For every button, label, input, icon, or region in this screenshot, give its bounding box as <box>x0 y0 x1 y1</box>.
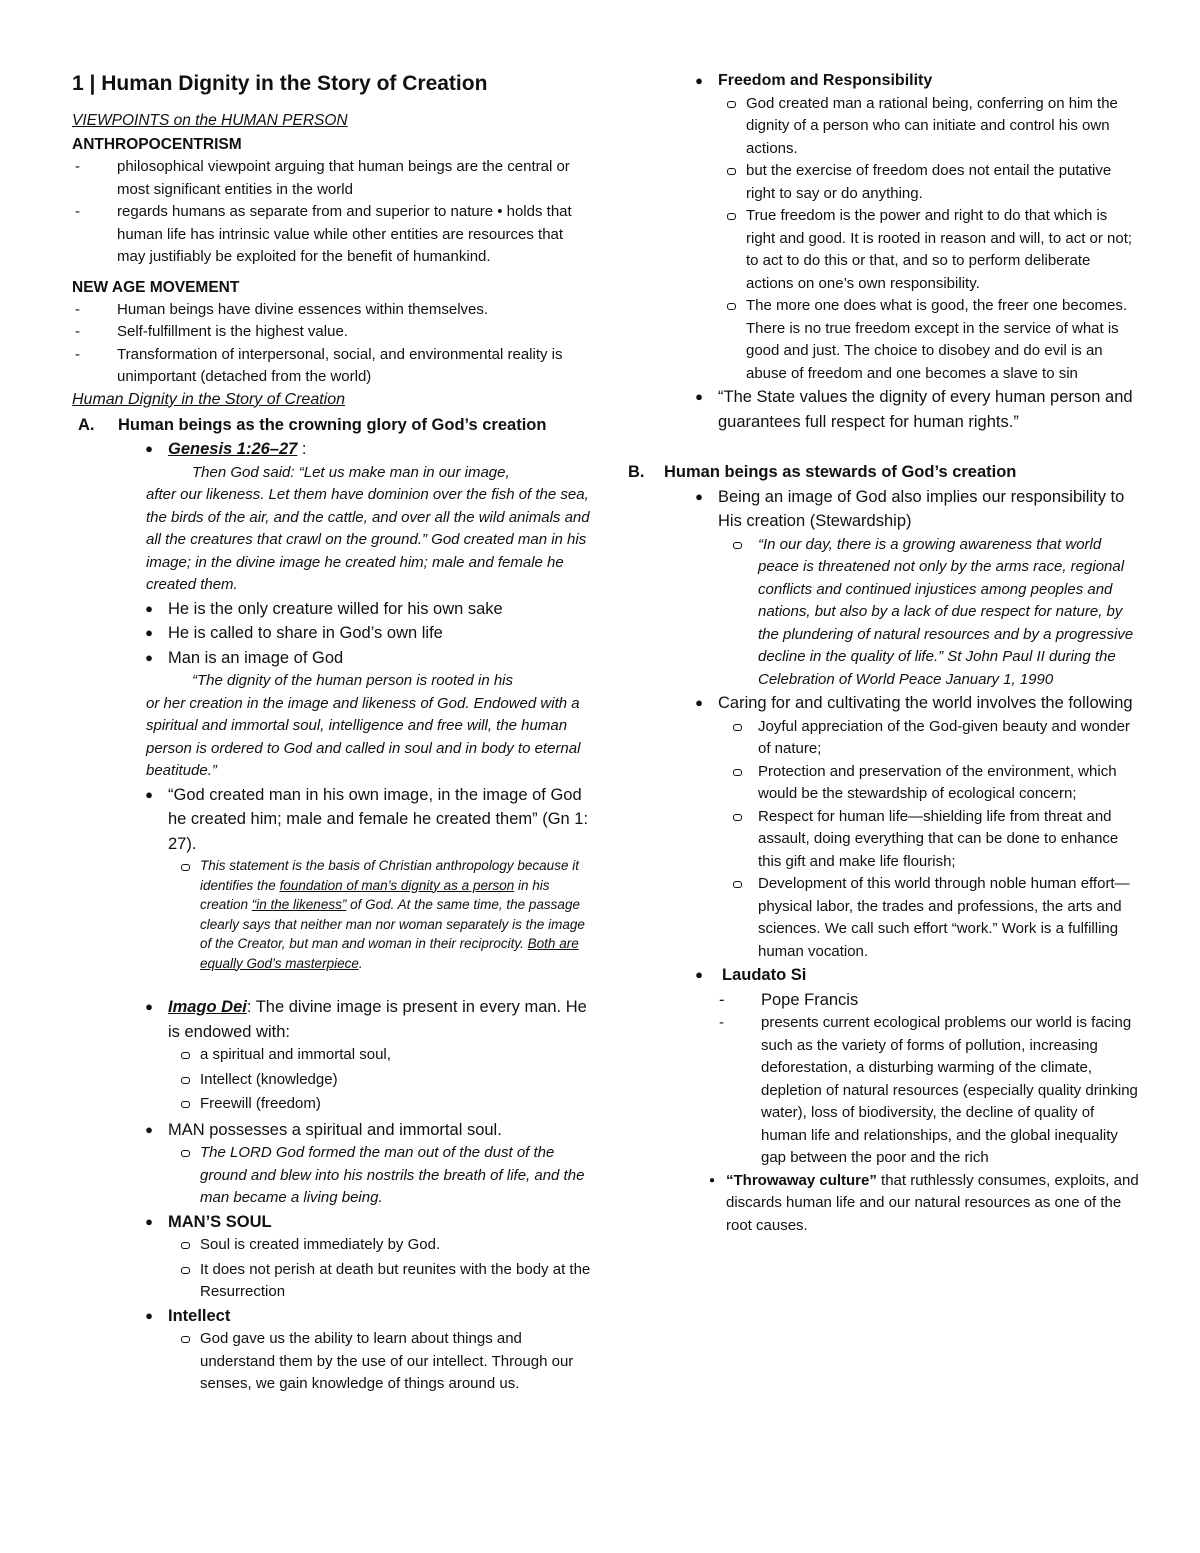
list-item: ● Man is an image of God <box>145 648 344 667</box>
genesis-quote: Then God said: “Let us make man in our image, after our likeness. Let them have dominion over the fish of the sea, the birds of the air, and the cattle, and over all the wild animals and all the creatures that crawl on the ground.” God created man in his image; in the divine image he created him; male and female he created them. <box>146 463 590 593</box>
list-item: - philosophical viewpoint arguing that human beings are the central or most significant entities in the world <box>72 156 592 201</box>
sub-list-item: The more one does what is good, the freer one becomes. There is no true freedom except in the service of what is good and just. The choice to disobey and do evil is an abuse of freedom and one becomes a slave to sin <box>680 295 1140 385</box>
new-age-heading: NEW AGE MOVEMENT <box>72 278 240 296</box>
john-paul-quote: “In our day, there is a growing awareness that world peace is threatened not only by the arms race, regional conflicts and continued injustices among peoples and nations, but also by a lack of due respect for nature, by the plundering of natural resources and by a progressive decline in the quality of life.” St John Paul II during the Celebration of World Peace January 1, 1990 <box>758 535 1134 688</box>
section-a-heading: A. Human beings as the crowning glory of God’s creation <box>78 415 547 434</box>
sub-list-item: Protection and preservation of the environment, which would be the stewardship of ecological concern; <box>680 761 1140 806</box>
list-item: ● Freedom and Responsibility <box>695 72 933 89</box>
dash-marker: - <box>75 158 80 175</box>
sub-list-item: Joyful appreciation of the God-given beauty and wonder of nature; <box>680 716 1140 761</box>
sub-list-item: - presents current ecological problems our world is facing such as the variety of forms of pollution, increasing deforestation, a disturbing warming of the climate, depletion of natural resources (especially quality drinking water), loss of biodiversity, the decline of quality of human life and relationships, and the global inequality gap between the poor and the rich <box>719 1014 1138 1166</box>
list-item: ● “God created man in his own image, in the image of God he created him; male and female he created them” (Gn 1: 27). <box>145 785 589 853</box>
list-item: ● Laudato Si <box>695 966 807 984</box>
sub-list-item: God created man a rational being, conferring on him the dignity of a person who can initiate and control his own actions. <box>680 93 1140 161</box>
list-item: ● “Throwaway culture” that ruthlessly consumes, exploits, and discards human life and our natural resources as one of the root causes. <box>708 1171 1139 1234</box>
list-item: ● “The State values the dignity of every human person and guarantees full respect for human rights.” <box>695 388 1133 431</box>
anthropocentrism-heading: ANTHROPOCENTRISM <box>72 136 242 153</box>
sub-list-item: Respect for human life—shielding life from threat and assault, doing everything that can be done to enhance this gift and make life flourish; <box>680 806 1140 874</box>
list-item: - Human beings have divine essences within themselves. <box>75 300 489 318</box>
sub-list-item <box>680 534 1140 692</box>
sub-list-item: a spiritual and immortal soul, <box>72 1044 592 1069</box>
list-item: ● Genesis 1:26–27 : <box>72 437 592 462</box>
sub-list-item: The LORD God formed the man out of the dust of the ground and blew into his nostrils the breath of life, and the man became a living being. <box>72 1142 592 1210</box>
list-item: - Self-fulfillment is the highest value. <box>75 323 348 340</box>
section-heading: Human Dignity in the Story of Creation <box>72 390 346 408</box>
left-column <box>72 70 592 1396</box>
sub-list-item: but the exercise of freedom does not entail the putative right to say or do anything. <box>680 160 1140 205</box>
sub-list-item <box>72 856 592 973</box>
sub-list-item: Soul is created immediately by God. <box>72 1234 592 1259</box>
list-item: ● He is the only creature willed for his own sake <box>145 599 503 618</box>
bullet-marker: ● <box>145 441 153 456</box>
list-item: - regards humans as separate from and superior to nature • holds that human life has intrinsic value while other entities are resources that may justifiably be exploited for the benefit of humankind. <box>72 201 592 269</box>
dignity-quote: “The dignity of the human person is rooted in his or her creation in the image and likeness of God. Endowed with a spiritual and immortal soul, intelligence and free will, the human person is ordered to God and called in soul and in body to eternal beatitude.” <box>146 672 581 779</box>
list-item: ● MAN possesses a spiritual and immortal soul. <box>145 1120 502 1139</box>
sub-list-item: Development of this world through noble human effort—physical labor, the trades and professions, the arts and sciences. We call such effort “work.” Work is a fulfilling human vocation. <box>680 873 1140 963</box>
list-item: ● Intellect <box>145 1306 231 1325</box>
dash-marker: - <box>75 203 80 220</box>
sub-list-item: True freedom is the power and right to do that which is right and good. It is rooted in reason and will, to act or not; to act to do this or that, and so to perform deliberate actions on one’s own responsibility. <box>680 205 1140 295</box>
list-item: ● MAN’S SOUL <box>145 1212 272 1231</box>
sub-list-item: It does not perish at death but reunites with the body at the Resurrection <box>72 1259 592 1304</box>
sub-list-item: Intellect (knowledge) <box>72 1069 592 1094</box>
list-item: - Transformation of interpersonal, social, and environmental reality is unimportant (detached from the world) <box>75 345 563 385</box>
list-item: ● Imago Dei: The divine image is present in every man. He is endowed with: <box>145 998 587 1041</box>
sub-list-item: God gave us the ability to learn about things and understand them by the use of our intellect. Through our senses, we gain knowledge of things around us. <box>72 1328 592 1396</box>
sub-list-item: Freewill (freedom) <box>72 1093 592 1118</box>
viewpoints-heading: VIEWPOINTS on the HUMAN PERSON <box>72 112 348 129</box>
imago-dei-label: Imago Dei <box>168 998 247 1016</box>
list-item: ● He is called to share in God’s own life <box>145 624 443 642</box>
sub-list-item: - Pope Francis <box>719 990 859 1009</box>
list-item: ● Being an image of God also implies our responsibility to His creation (Stewardship) <box>695 487 1125 530</box>
page-title: 1 | Human Dignity in the Story of Creation <box>72 72 488 95</box>
list-item: ● Caring for and cultivating the world involves the following <box>695 694 1133 712</box>
section-b-heading: B. Human beings as stewards of God’s creation <box>628 463 1017 481</box>
right-column <box>628 70 1140 1237</box>
genesis-reference: Genesis 1:26–27 <box>168 440 298 458</box>
anthropology-note: This statement is the basis of Christian anthropology because it identifies the foundation of man’s dignity as a person in his creation “in the likeness” of God. At the same time, the passage clearly says that neither man nor woman separately is the image of the Creator, but man and woman in their reciprocity. Both are equally God’s masterpiece. <box>200 858 585 971</box>
